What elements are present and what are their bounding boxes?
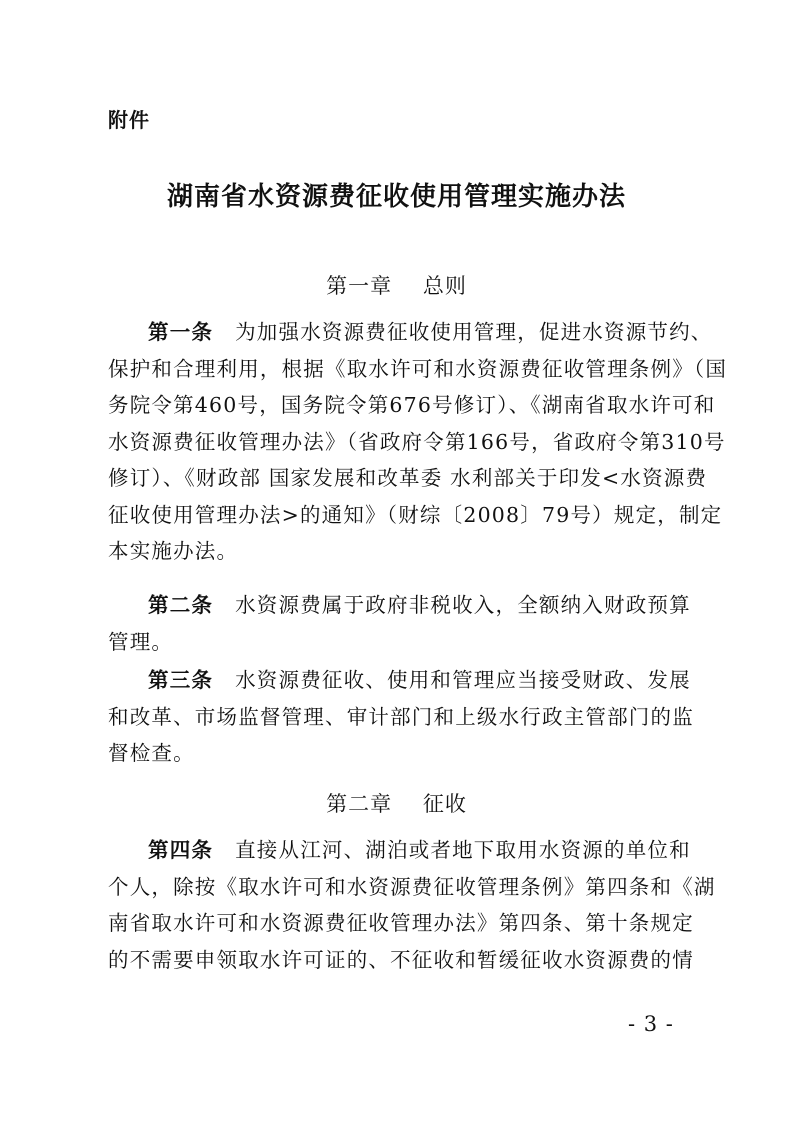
article-text-line: 督检查。 [108, 741, 195, 765]
attachment-label: 附件 [108, 108, 150, 132]
article-label: 第一条 [148, 320, 214, 344]
article-first-line [108, 587, 691, 624]
article-text-line: 修订）、《财政部 国家发展和改革委 水利部关于印发<水资源费 [108, 466, 708, 490]
article-text-line: 管理。 [108, 629, 174, 654]
article-text: 水资源费属于政府非税收入，全额纳入财政预算 [235, 593, 691, 617]
article-text-line: 南省取水许可和水资源费征收管理办法》第四条、第十条规定 [108, 911, 694, 935]
page-number: - 3 - [628, 1012, 674, 1036]
article-text-line: 务院令第460号，国务院令第676号修订）、《湖南省取水许可和 [108, 393, 716, 417]
article-text: 为加强水资源费征收使用管理，促进水资源节约、 [235, 320, 713, 344]
article-text-line: 和改革、市场监督管理、审计部门和上级水行政主管部门的监 [108, 704, 694, 729]
article-first-line [108, 314, 713, 351]
article-label: 第三条 [148, 668, 214, 692]
article-first-line [108, 662, 691, 699]
article-label: 第二条 [148, 593, 214, 617]
article-label: 第四条 [148, 838, 214, 862]
article-2 [108, 587, 691, 660]
article-text-line: 保护和合理利用，根据《取水许可和水资源费征收管理条例》（国 [108, 356, 728, 381]
chapter-heading: 第一章 总则 [326, 274, 467, 298]
chapter-heading: 第二章 征收 [326, 792, 467, 816]
article-first-line [108, 832, 691, 869]
article-1 [108, 314, 728, 570]
article-text: 直接从江河、湖泊或者地下取用水资源的单位和 [235, 838, 691, 862]
document-title: 湖南省水资源费征收使用管理实施办法 [166, 182, 626, 212]
article-4 [108, 832, 716, 978]
article-3 [108, 662, 694, 772]
article-text-line: 个人，除按《取水许可和水资源费征收管理条例》第四条和《湖 [108, 874, 716, 899]
article-text-line: 征收使用管理办法>的通知》（财综〔2008〕79号）规定，制定 [108, 502, 723, 527]
article-text: 水资源费征收、使用和管理应当接受财政、发展 [235, 668, 691, 692]
article-text-line: 本实施办法。 [108, 539, 239, 563]
article-text-line: 水资源费征收管理办法》（省政府令第166号，省政府令第310号 [108, 429, 726, 454]
article-text-line: 的不需要申领取水许可证的、不征收和暂缓征收水资源费的情 [108, 947, 694, 972]
